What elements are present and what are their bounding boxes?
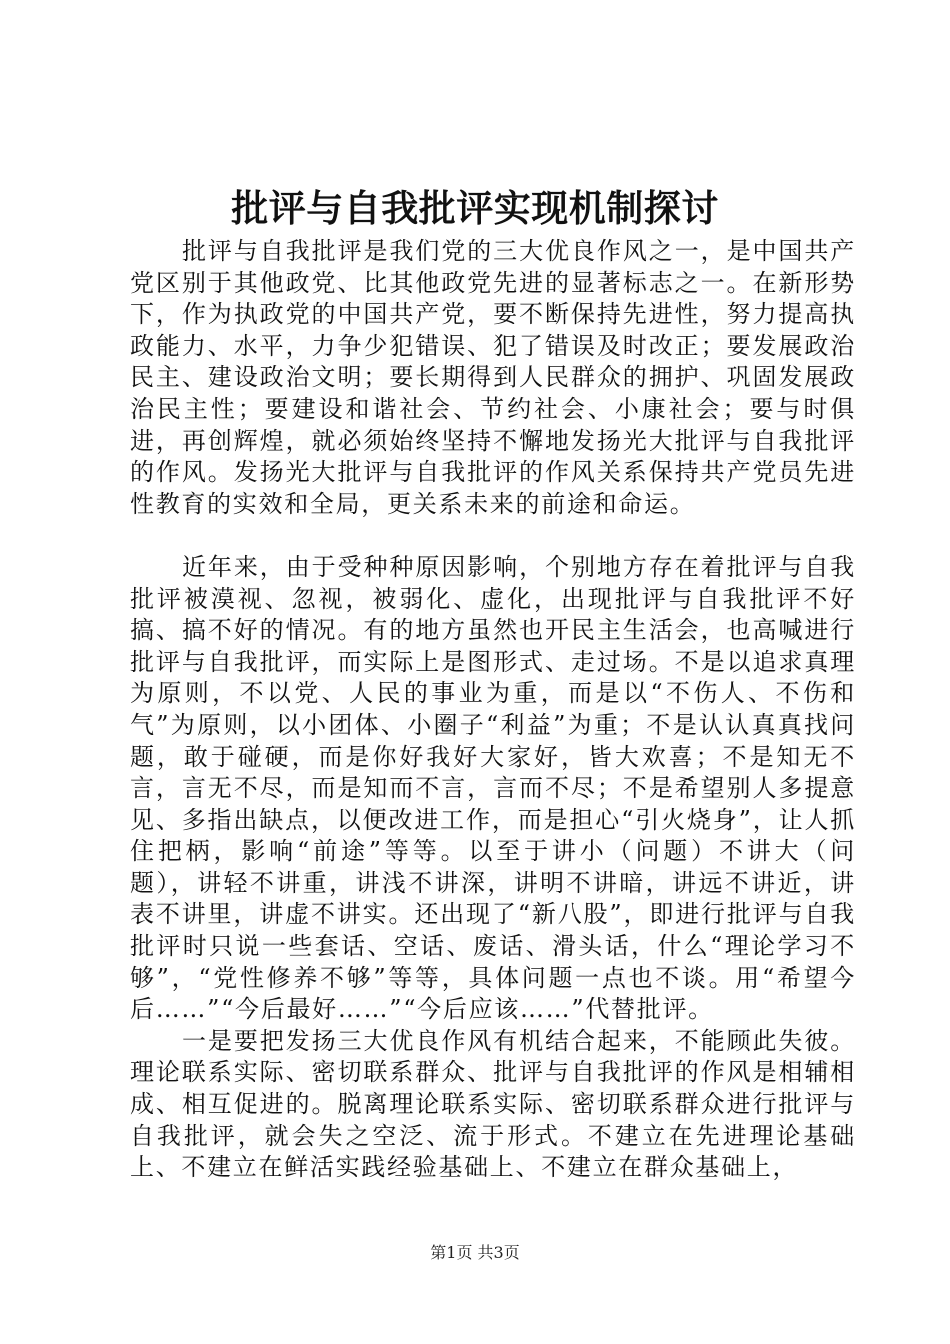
paragraph-3: 一是要把发扬三大优良作风有机结合起来，不能顾此失彼。理论联系实际、密切联系群众、批评与自我批评的作风是相辅相成、相互促进的。脱离理论联系实际、密切联系群众进行批评与自我批评，就会失之空泛、流于形式。不建立在先进理论基础上、不建立在鲜活实践经验基础上、不建立在群众基础上， bbox=[130, 1026, 856, 1182]
document-body bbox=[130, 236, 856, 1184]
document-title: 批评与自我批评实现机制探讨 bbox=[231, 186, 719, 230]
page-number-footer: 第1页 共3页 bbox=[430, 1243, 520, 1262]
paragraph-1: 批评与自我批评是我们党的三大优良作风之一，是中国共产党区别于其他政党、比其他政党先进的显著标志之一。在新形势下，作为执政党的中国共产党，要不断保持先进性，努力提高执政能力、水平，力争少犯错误、犯了错误及时改正；要发展政治民主、建设政治文明；要长期得到人民群众的拥护、巩固发展政治民主性；要建设和谐社会、节约社会、小康社会；要与时俱进，再创辉煌，就必须始终坚持不懈地发扬光大批评与自我批评的作风。发扬光大批评与自我批评的作风关系保持共产党员先进性教育的实效和全局，更关系未来的前途和命运。 bbox=[130, 237, 856, 518]
paragraph-2: 近年来，由于受种种原因影响，个别地方存在着批评与自我批评被漠视、忽视，被弱化、虚化，出现批评与自我批评不好搞、搞不好的情况。有的地方虽然也开民主生活会，也高喊进行批评与自我批评，而实际上是图形式、走过场。不是以追求真理为原则，不以党、人民的事业为重，而是以“不伤人、不伤和气”为原则，以小团体、小圈子“利益”为重；不是认认真真找问题，敢于碰硬，而是你好我好大家好，皆大欢喜；不是知无不言，言无不尽，而是知而不言，言而不尽；不是希望别人多提意见、多指出缺点，以便改进工作，而是担心“引火烧身”，让人抓住把柄，影响“前途”等等。以至于讲小（问题）不讲大（问题），讲轻不讲重，讲浅不讲深，讲明不讲暗，讲远不讲近，讲表不讲里，讲虚不讲实。还出现了“新八股”，即进行批评与自我批评时只说一些套话、空话、废话、滑头话，什么“理论学习不够”，“党性修养不够”等等，具体问题一点也不谈。用“希望今后……”“今后最好……”“今后应该……”代替批评。 bbox=[130, 552, 856, 1024]
